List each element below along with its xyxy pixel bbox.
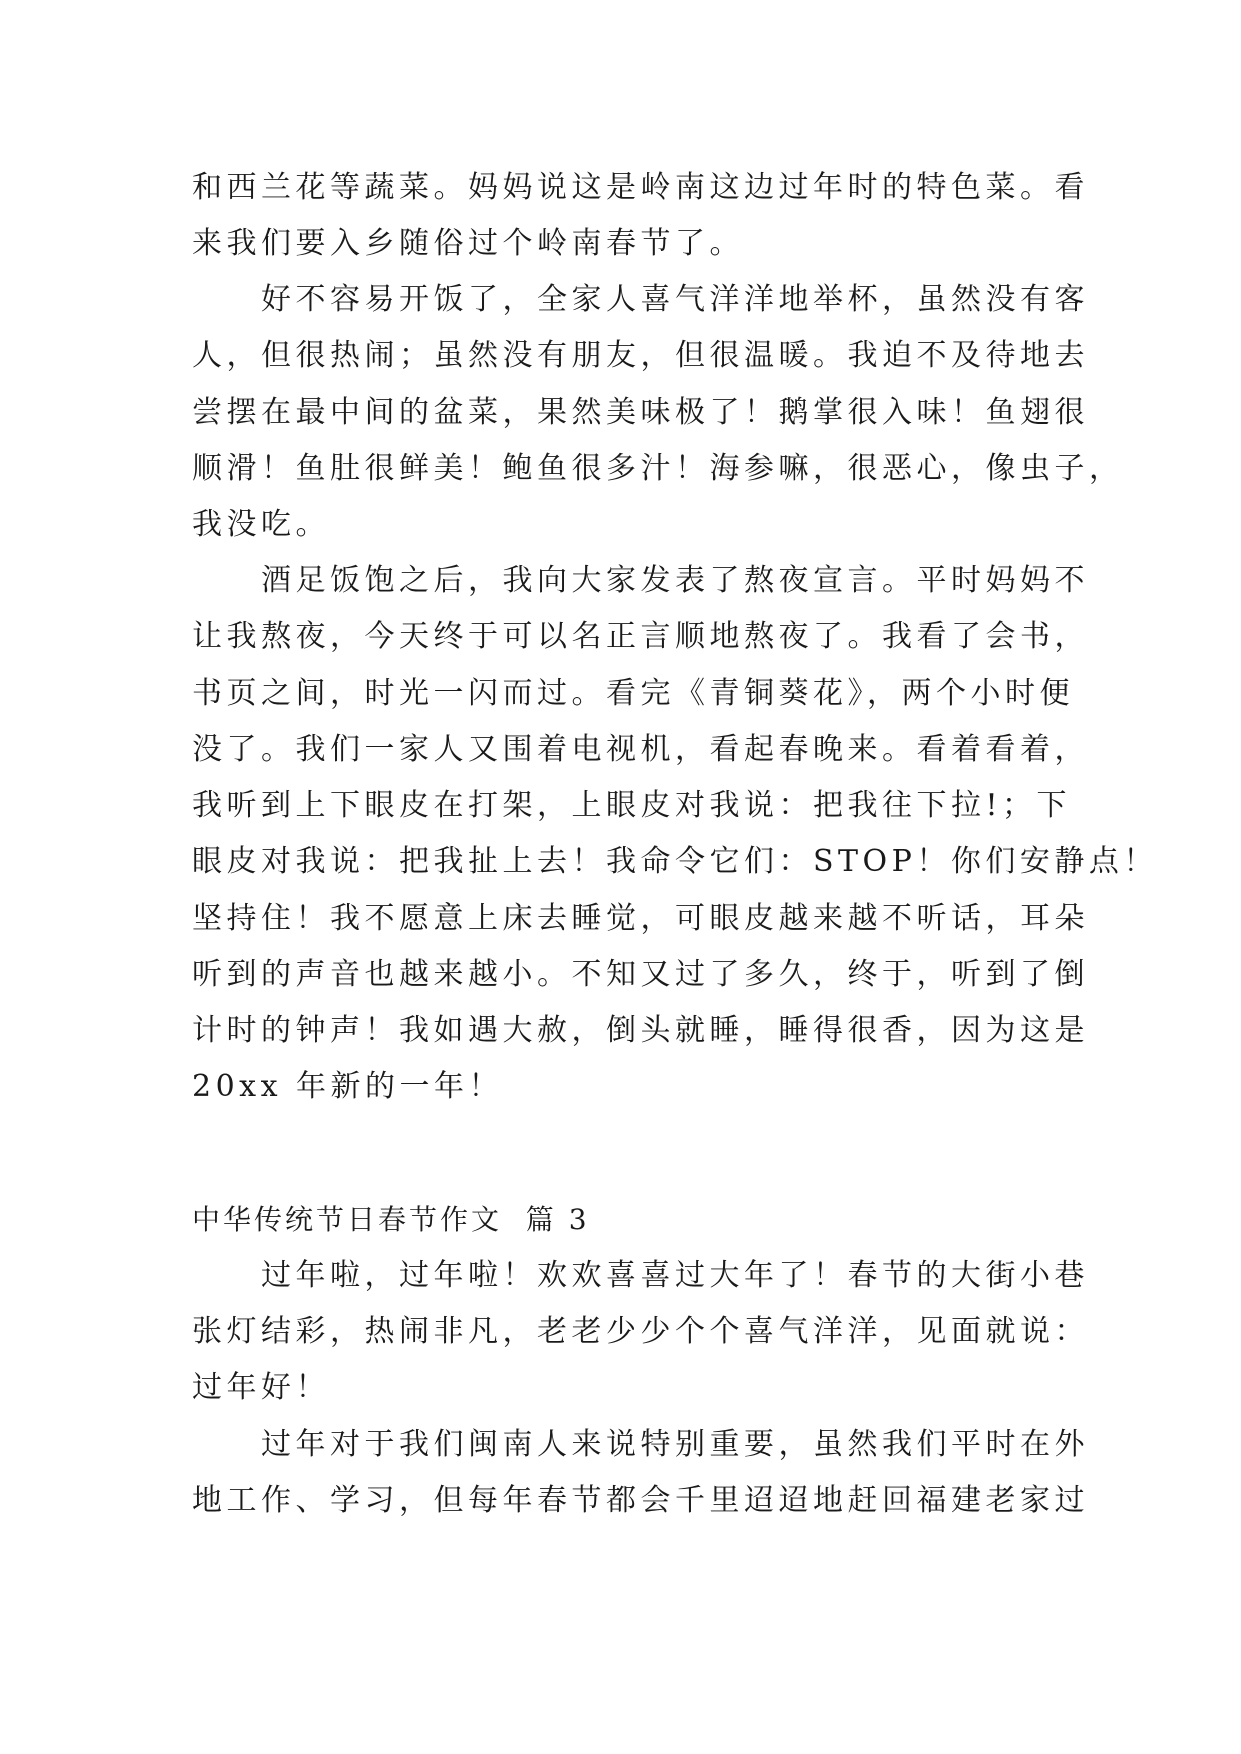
text-line: 让我熬夜，今天终于可以名正言顺地熬夜了。我看了会书， [192,619,1089,654]
text-line: 书页之间，时光一闪而过。看完《青铜葵花》，两个小时便 [192,676,1074,711]
text-line: 地工作、学习，但每年春节都会千里迢迢地赶回福建老家过 [192,1483,1089,1518]
text-line: 酒足饭饱之后，我向大家发表了熬夜宣言。平时妈妈不 [192,563,1089,598]
text-line: 来我们要入乡随俗过个岭南春节了。 [192,226,744,261]
text-line: 张灯结彩，热闹非凡，老老少少个个喜气洋洋，见面就说： [192,1314,1089,1349]
text-line: 听到的声音也越来越小。不知又过了多久，终于，听到了倒 [192,957,1089,992]
text-line: 计时的钟声！我如遇大赦，倒头就睡，睡得很香，因为这是 [192,1013,1089,1048]
text-line: 顺滑！鱼肚很鲜美！鲍鱼很多汁！海参嘛，很恶心，像虫子， [192,451,1124,486]
text-line: 我没吃。 [192,507,330,542]
text-line: 我听到上下眼皮在打架，上眼皮对我说：把我往下拉!；下 [192,788,1072,823]
text-line: 和西兰花等蔬菜。妈妈说这是岭南这边过年时的特色菜。看 [192,170,1089,205]
text-line: 坚持住！我不愿意上床去睡觉，可眼皮越来越不听话，耳朵 [192,901,1089,936]
section-heading: 中华传统节日春节作文 篇 3 [192,1203,590,1236]
text-line: 20xx 年新的一年！ [192,1069,504,1104]
text-line: 眼皮对我说：把我扯上去！我命令它们：STOP！你们安静点！ [192,844,1158,879]
text-line: 过年啦，过年啦！欢欢喜喜过大年了！春节的大街小巷 [192,1258,1089,1293]
text-line: 过年好！ [192,1370,330,1405]
text-line: 过年对于我们闽南人来说特别重要，虽然我们平时在外 [192,1427,1089,1462]
text-line: 好不容易开饭了，全家人喜气洋洋地举杯，虽然没有客 [192,282,1089,317]
text-line: 没了。我们一家人又围着电视机，看起春晚来。看着看着， [192,732,1089,767]
text-line: 尝摆在最中间的盆菜，果然美味极了！鹅掌很入味！鱼翅很 [192,395,1089,430]
text-line: 人，但很热闹；虽然没有朋友，但很温暖。我迫不及待地去 [192,338,1089,373]
